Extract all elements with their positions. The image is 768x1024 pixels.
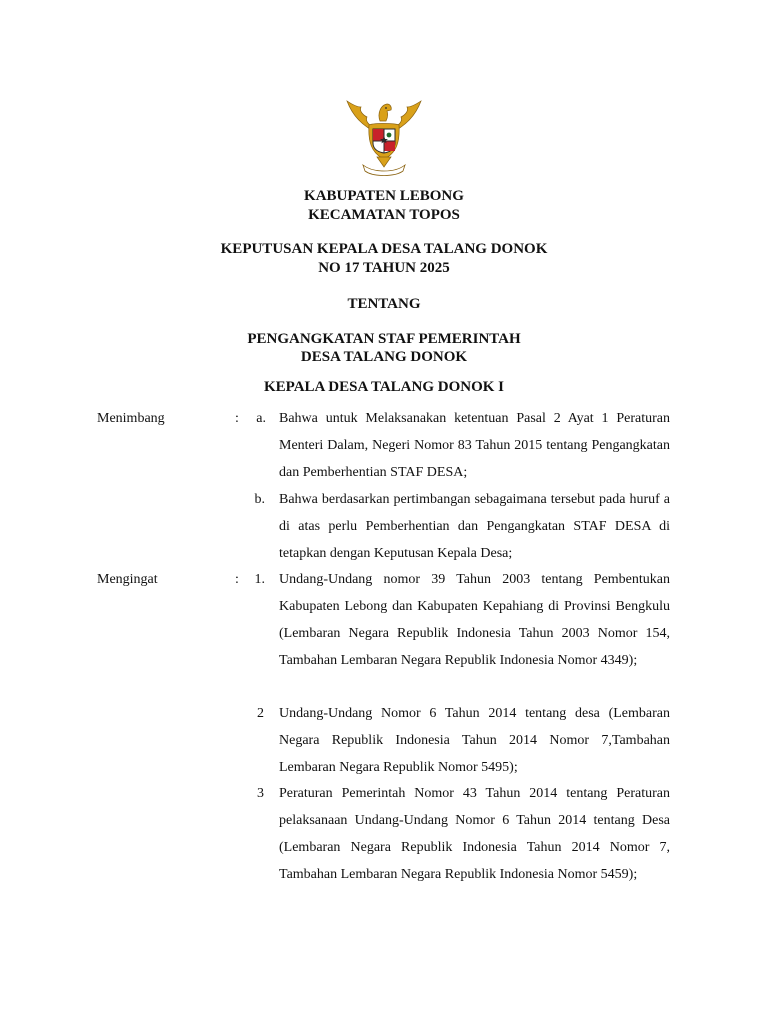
mengingat-item-1: Undang-Undang nomor 39 Tahun 2003 tentang Pembentukan Kabupaten Lebong dan Kabupaten Kepahiang di Provinsi Bengkulu (Lembaran Negara Republik Indonesia Tahun 2003 Nomor 154, Tambahan Lembaran Negara Republik Indonesia Nomor 4349); (279, 572, 670, 668)
menimbang-marker-a: a. (256, 411, 266, 426)
about-heading: TENTANG (347, 296, 421, 312)
subject-line-2: DESA TALANG DONOK (300, 349, 468, 365)
menimbang-marker-b: b. (254, 492, 265, 507)
menimbang-item-a: Bahwa untuk Melaksanakan ketentuan Pasal 2 Ayat 1 Peraturan Menteri Dalam, Negeri Nomor 83 Tahun 2015 tentang Pengangkatan dan Pemberhentian STAF DESA; (279, 411, 670, 480)
mengingat-marker-2: 2 (257, 706, 264, 721)
menimbang-colon: : (235, 411, 239, 426)
regency-name: KABUPATEN LEBONG (304, 188, 464, 204)
mengingat-marker-3: 3 (257, 786, 264, 801)
decree-title: KEPUTUSAN KEPALA DESA TALANG DONOK (220, 241, 548, 257)
menimbang-item-b: Bahwa berdasarkan pertimbangan sebagaimana tersebut pada huruf a di atas perlu Pemberhentian dan Pengangkatan STAF DESA di tetapkan dengan Keputusan Kepala Desa; (279, 492, 670, 561)
decree-number: NO 17 TAHUN 2025 (318, 260, 450, 276)
mengingat-label: Mengingat (97, 572, 158, 587)
garuda-tail (377, 157, 391, 167)
subject-line-1: PENGANGKATAN STAF PEMERINTAH (247, 331, 521, 347)
garuda-pancasila-emblem (343, 95, 425, 179)
menimbang-label: Menimbang (97, 411, 165, 426)
pancasila-shield (373, 129, 395, 153)
issuer-heading: KEPALA DESA TALANG DONOK I (263, 379, 505, 395)
mengingat-item-3: Peraturan Pemerintah Nomor 43 Tahun 2014 tentang Peraturan pelaksanaan Undang-Undang Nomor 6 Tahun 2014 tentang Desa (Lembaran Negara Republik Indonesia Tahun 2014 Nomor 7, Tambahan Lembaran Negara Republik Indonesia Nomor 5459); (279, 786, 670, 882)
mengingat-colon: : (235, 572, 239, 587)
garuda-head (379, 104, 391, 121)
district-name: KECAMATAN TOPOS (308, 207, 460, 223)
mengingat-marker-1: 1. (254, 572, 265, 587)
mengingat-item-2: Undang-Undang Nomor 6 Tahun 2014 tentang desa (Lembaran Negara Republik Indonesia Tahun 2014 Nomor 7,Tambahan Lembaran Negara Republik Nomor 5495); (279, 706, 670, 775)
